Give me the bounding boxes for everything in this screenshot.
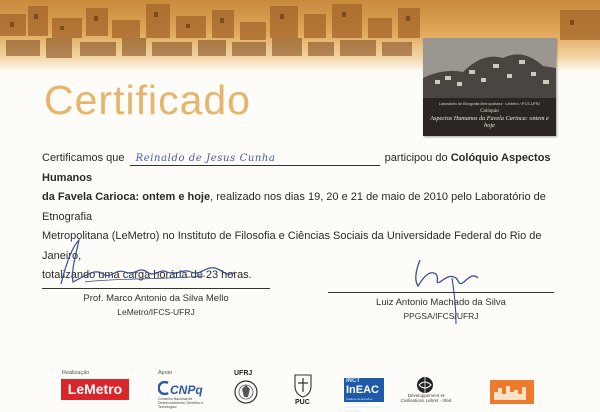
ineac-label: InEAC [346,384,379,396]
body-prefix: Certificamos que [42,152,125,164]
event-name-a: Colóquio Aspectos Humanos [42,152,551,184]
participant-name-line [130,152,380,166]
body-suffix: participou do [384,152,448,164]
skyline-icon [490,380,534,404]
puc-label: PUC [295,399,310,406]
body-line3: Metropolitana (LeMetro) no Instituto de Filosofia e Ciências Sociais da Universidade Federal do Rio de Janeiro, [42,230,542,262]
signature-line-2 [328,292,554,293]
signatory-1-name: Prof. Marco Antonio da Silva Mello [83,293,229,304]
ufrj-label: UFRJ [234,370,253,377]
event-name-b: da Favela Carioca: ontem e hoje [42,191,211,203]
book-cover-kicker: Colóquio [480,109,499,114]
book-cover-title: Aspectos Humanos da Favela Carioca: ontem e hoje [430,115,549,129]
ufrj-seal-icon [234,379,258,405]
lebret-irfed-label: Développement et Civilisations Lebret - Irfed [400,393,452,403]
cnpq-subtitle: Conselho Nacional de Desenvolvimento Científico e Tecnológico [158,397,204,409]
signature-line-1 [42,288,270,289]
cnpq-logo: CNPq [170,383,203,397]
signatory-2-name: Luiz Antonio Machado da Silva [376,297,506,308]
lebret-globe-icon [416,376,434,394]
lemetro-logo: LeMetro [61,379,129,400]
book-cover-image [423,38,556,136]
inct-label: INCT [346,378,360,384]
ineac-subtitle: Instituto de Estudos Comparados em Administração Institucional de Conflitos [346,397,382,412]
body-line2: , realizado nos dias 19, 20 e 21 de maio de 2010 pelo Laboratório de Etnografia [42,191,546,223]
book-cover-org: Laboratório de Etnografia Metropolitana · LeMetro / IFCS-UFRJ [438,102,541,106]
participant-name: Reinaldo de Jesus Cunha [135,153,276,164]
signature-mello [55,238,245,290]
puc-crest-icon [292,372,314,398]
signatory-2-affiliation: PPGSA/IFCS/UFRJ [403,311,479,321]
cnpq-logo-icon [158,381,170,395]
realizacao-label: Realização [62,370,90,376]
certificate-title: Certificado [44,77,251,123]
body-line4: totalizando uma carga horária de 23 horas. [42,269,252,281]
signatory-1-affiliation: LeMetro/IFCS-UFRJ [117,307,195,317]
apoio-label: Apoio [158,370,173,376]
orange-sponsor-logo [490,380,534,404]
